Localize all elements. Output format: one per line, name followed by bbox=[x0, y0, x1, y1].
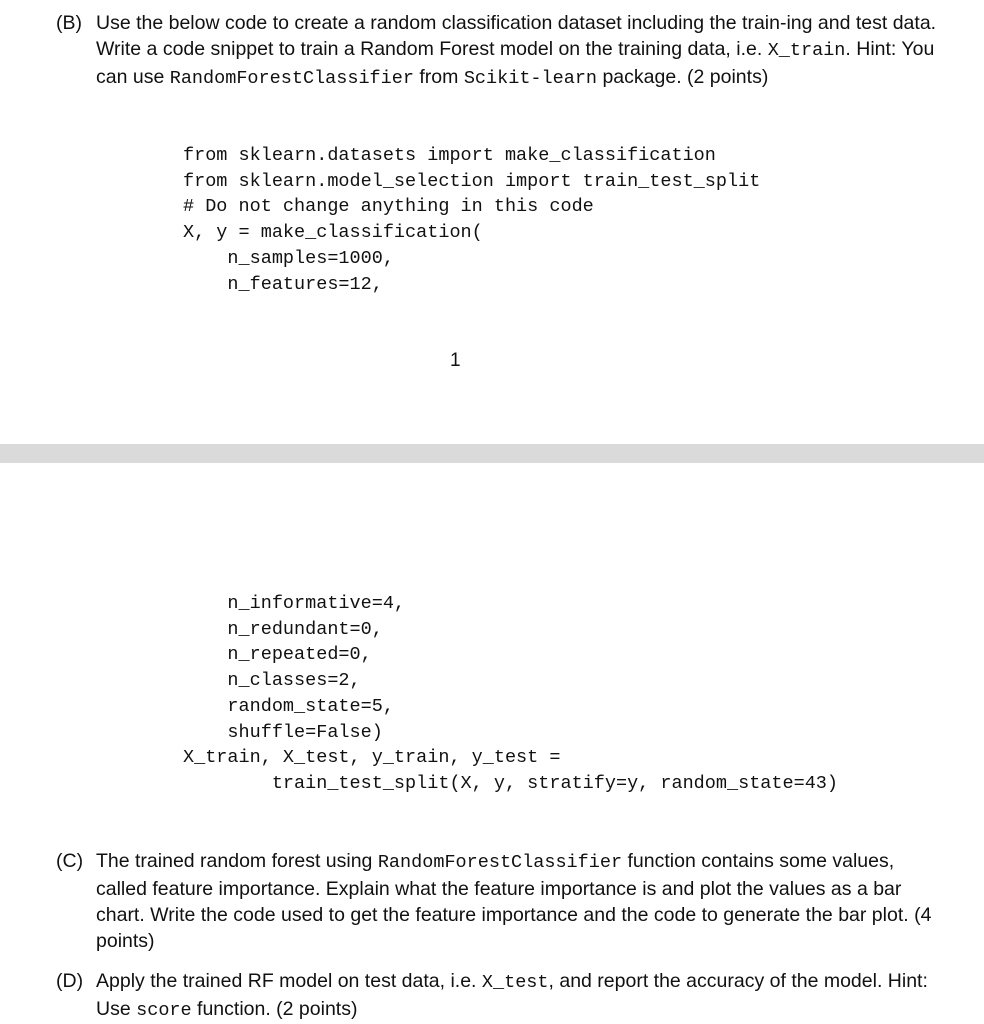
question-c bbox=[56, 848, 946, 954]
question-d-text-2: , and report the accuracy of the model. Hint: Use bbox=[96, 970, 928, 1020]
page-2 bbox=[0, 463, 984, 1024]
question-d bbox=[56, 968, 946, 1024]
question-b-text bbox=[96, 10, 946, 92]
question-d-text-1: Apply the trained RF model on test data, i.e. bbox=[96, 970, 482, 992]
question-c-text-2: function contains some values, called feature importance. Explain what the feature importance is and plot the values as a bar chart. Write the code used to get the feature importance and the code to generate the bar plot. (4 points) bbox=[96, 850, 932, 952]
code-listing-part-2: n_informative=4, n_redundant=0, n_repeated=0, n_classes=2, random_state=5, shuffle=False) X_train, X_test, y_train, y_test = train_test_split(X, y, stratify=y, random_state=43) bbox=[183, 593, 839, 794]
code-listing-part-1: from sklearn.datasets import make_classification from sklearn.model_selection import train_test_split # Do not change anything in this code X, y = make_classification( n_samples=1000, n_features=12, bbox=[183, 145, 761, 295]
question-d-text-3: function. (2 points) bbox=[191, 998, 358, 1020]
question-c-label: (C) bbox=[56, 850, 84, 872]
page-separator bbox=[0, 444, 984, 463]
question-b-text-2: . Hint: You can use bbox=[96, 38, 935, 88]
question-d-text bbox=[96, 968, 946, 1024]
question-c-code-rfc: RandomForestClassifier bbox=[377, 852, 623, 873]
question-d-label: (D) bbox=[56, 970, 84, 992]
question-d-code-xtest: X_test bbox=[481, 972, 549, 993]
page-number: 1 bbox=[450, 350, 461, 371]
question-b-code-xtrain: X_train bbox=[767, 40, 846, 61]
question-b-code-sklearn: Scikit-learn bbox=[463, 68, 598, 89]
question-b-label: (B) bbox=[56, 12, 82, 34]
question-c-text-1: The trained random forest using bbox=[96, 850, 378, 872]
page-1 bbox=[0, 0, 984, 444]
question-b-text-3: from bbox=[413, 66, 464, 88]
question-b-code-rfc: RandomForestClassifier bbox=[169, 68, 414, 89]
question-b-text-4: package. (2 points) bbox=[597, 66, 769, 88]
question-c-text bbox=[96, 848, 946, 954]
question-d-code-score: score bbox=[136, 1000, 192, 1021]
question-b-text-1: Use the below code to create a random classification dataset including the train-ing and test data. Write a code snippet to train a Random Forest model on the training data, i.e. bbox=[96, 12, 937, 60]
question-b bbox=[56, 10, 946, 92]
